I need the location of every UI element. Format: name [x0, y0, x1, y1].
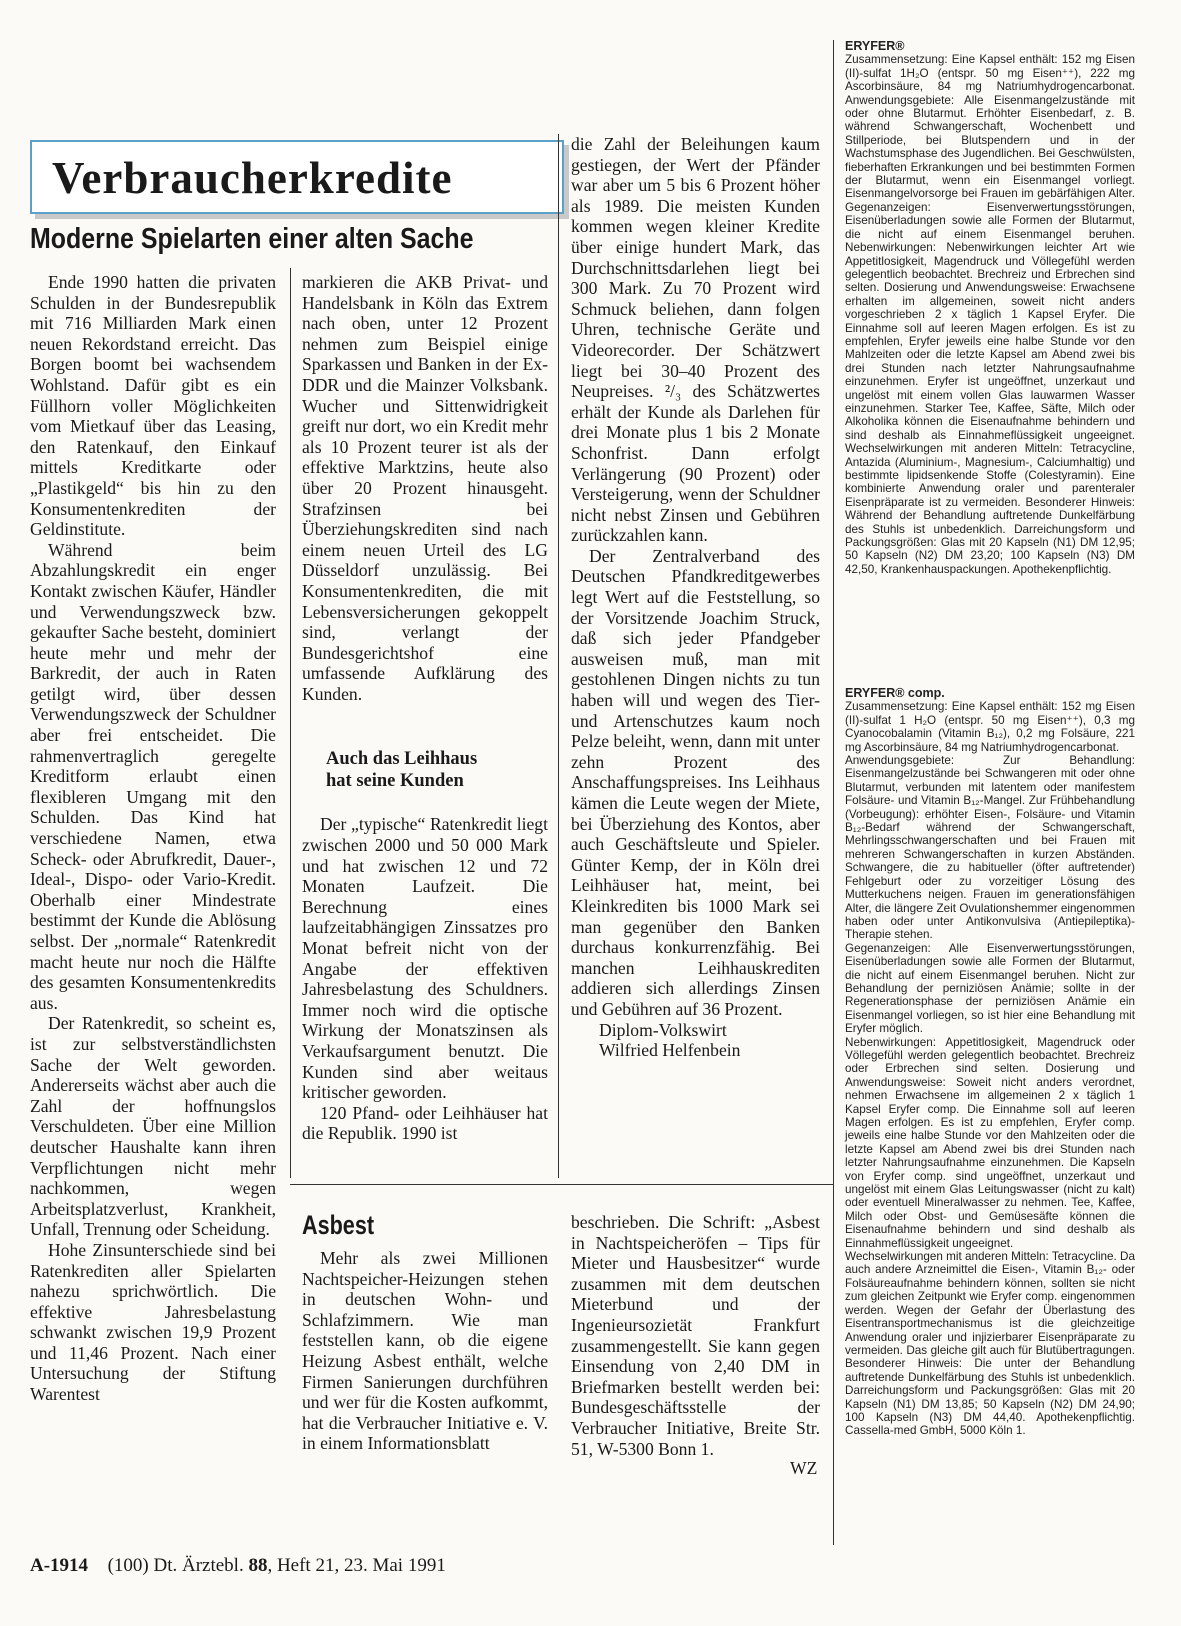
ad-title: ERYFER® [845, 39, 905, 53]
asbest-top-rule [290, 1184, 833, 1185]
ad-text: Zusammensetzung: Eine Kapsel enthält: 152 mg Eisen (II)-sulfat 1H₂O (entspr. 50 mg Eisen⁺⁺), 222 mg Ascorbinsäure, 84 mg Natriumhydrogencarbonat. Anwendungsgebiete: Alle Eisenmangelzustände mit oder ohne Blutarmut. Erhöhter Eisenbedarf, z. B. während Schwangerschaft, Wochenbett und Stillperiode, bei Blutspendern und in der Wachstumsphase des Jugendlichen. Bei Geschwülsten, fieberhaften Erkrankungen und bei bestimmten Formen der Blutarmut, wenn ein Eisenmangel vorliegt. Eisenmangelvorsorge bei Frauen im gebärfähigen Alter. Gegenanzeigen: Eisenverwertungsstörungen, Eisenüberladungen sowie alle Formen der Blutarmut, die nicht auf einem Eisenmangel beruhen. Nebenwirkungen: Nebenwirkungen leichter Art wie Appetitlosigkeit, Magendruck und Völlegefühl werden gelegentlich beobachtet. Brechreiz und Erbrechen sind selten. Dosierung und Anwendungsweise: Erwachsene erhalten im allgemeinen, soweit nicht anders vorgeschrieben 2 x täglich 1 Kapsel Eryfer. Die Einnahme soll auf leeren Magen erfolgen. Es ist zu empfehlen, Eryfer jeweils eine halbe Stunde vor den Mahlzeiten oder die letzte Kapsel am Abend zwei bis drei Stunden nach letzter Nahrungsaufnahme einzunehmen. Eryfer ist ungeöffnet, unzerkaut und ungelöst mit einem vollen Glas lauwarmen Wasser einzunehmen. Starker Tee, Kaffee, Säfte, Milch oder Alkoholika können die Eisenaufnahme behindern und sind deshalb als Einnahmeflüssigkeit ungeeignet. Wechselwirkungen mit anderen Mitteln: Tetracycline, Antazida (Aluminium-, Magnesium-, Calciumhaltig) und bestimmte lipidsenkende Stoffe (Colestyramin). Eine kombinierte Anwendung oraler und parenteraler Eisenpräparate ist zu vermeiden. Besonderer Hinweis: Während der Behandlung auftretende Dunkelfärbung des Stuhls ist unbedenklich. Darreichungsform und Packungsgrößen: Glas mit 20 Kapseln (N1) DM 12,95; 50 Kapseln (N2) DM 23,20; 100 Kapseln (N3) DM 42,50, Krankenhauspackungen. Apothekenpflichtig. [845, 53, 1135, 576]
ad-eryfer [845, 40, 1135, 576]
column-rule [833, 40, 834, 1545]
paragraph: Ende 1990 hatten die privaten Schulden in der Bundesrepublik mit 716 Milliarden Mark einen neuen Rekordstand erreicht. Das Borgen boomt bei wachsendem Wohlstand. Dafür gibt es ein Füllhorn voller Möglichkeiten vom Mietkauf über das Leasing, den Ratenkauf, den Einkauf mittels Kreditkarte oder „Plastikgeld“ bis hin zu den Konsumentenkrediten der Geldinstitute. [30, 272, 276, 540]
paragraph: Während beim Abzahlungskredit ein enger Kontakt zwischen Käufer, Händler und Verwendungszweck bzw. gekaufter Sache besteht, dominiert heute mehr und mehr der Barkredit, der auch in Raten getilgt wird, über dessen Verwendungszweck der Schuldner aber frei entscheidet. Die rahmenvertraglich geregelte Kreditform erlaubt einen flexibleren Umgang mit den Schulden. Das Kind hat verschiedene Namen, etwa Scheck- oder Abrufkredit, Dauer-, Ideal-, Dispo- oder Vario-Kredit. Oberhalb einer Mindestrate bestimmt der Kunde die Ablösung selbst. Der „normale“ Ratenkredit macht heute nur noch die Hälfte des gesamten Konsumentenkredits aus. [30, 539, 276, 1013]
paragraph: markieren die AKB Privat- und Handelsbank in Köln das Extrem nach oben, unter 12 Prozent nehmen zum Beispiel einige Sparkassen und Banken in der Ex-DDR und die Mainzer Volksbank. Wucher und Sittenwidrigkeit greift nur dort, wo ein Kredit mehr als 10 Prozent teurer ist als der effektive Marktzins, heute also über 20 Prozent hinausgeht. Strafzinsen bei Überziehungskrediten sind nach einem neuen Urteil des LG Düsseldorf unzulässig. Bei Konsumentenkrediten, die mit Lebensversicherungen gekoppelt sind, verlangt der Bundesgerichtshof eine umfassende Aufklärung des Kunden. [302, 272, 548, 704]
paragraph: Mehr als zwei Millionen Nachtspeicher-Heizungen stehen in deutschen Wohn- und Schlafzimmern. Wie man feststellen kann, ob die eigene Heizung Asbest enthält, welche Firmen Sanierungen durchführen und wer für die Kosten aufkommt, hat die Verbraucher Initiative e. V. in einem Informationsblatt [302, 1248, 548, 1454]
author: Diplom-Volkswirt Wilfried Helfenbein [599, 1019, 741, 1061]
paragraph: Der Zentralverband des Deutschen Pfandkreditgewerbes legt Wert auf die Feststellung, so der Vorsitzende Joachim Struck, daß sich jeder Pfandgeber ausweisen muß, man mit gestohlenen Dingen nichts zu tun haben will und wegen des Tier- und Artenschutzes kaum noch Pelze beleiht, wenn, dann mit unter zehn Prozent des Anschaffungspreises. Ins Leihhaus kämen die Leute wegen der Miete, bei Überziehung des Kontos, aber auch Geschäftsleute und Spieler. Günter Kemp, der in Köln drei Leihhäuser hat, meint, bei Kleinkrediten bis 1000 Mark sei man gegenüber den Banken durchaus konkurrenzfähig. Bei manchen Leihhauskrediten addieren sich allerdings Zinsen und Gebühren auf 36 Prozent. [571, 545, 820, 1019]
asbest-column-left [302, 1248, 548, 1454]
paragraph: Hohe Zinsunterschiede sind bei Ratenkrediten aller Spielarten nahezu sprichwörtlich. Die effektive Jahresbelastung schwankt zwischen 19,9 Prozent und 11,46 Prozent. Nach einer Untersuchung der Stiftung Warentest [30, 1239, 276, 1405]
ad-title: ERYFER® comp. [845, 686, 945, 700]
ad-text: Nebenwirkungen: Appetitlosigkeit, Magendruck oder Völlegefühl werden gelegentlich beobachtet. Brechreiz oder Erbrechen sind selten. Dosierung und Anwendungsweise: Soweit nicht anders verordnet, nehmen Erwachsene im allgemeinen 2 x täglich 1 Kapsel Eryfer comp. Die Einnahme soll auf leeren Magen erfolgen. Es ist zu empfehlen, Eryfer comp. jeweils eine halbe Stunde vor den Mahlzeiten oder die letzte Kapsel am Abend zwei bis drei Stunden nach letzter Nahrungsaufnahme einzunehmen. Die Kapseln von Eryfer comp. sind ungeöffnet, unzerkaut und ungelöst mit einem Glas Leitungswasser (nicht zu kalt) oder eventuell Mineralwasser zu nehmen. Tee, Kaffee, Milch oder Obst- und Gemüsesäfte können die Eisenaufnahme behindern und sind deshalb als Einnahmeflüssigkeit ungeeignet. [845, 1035, 1135, 1250]
paragraph: beschrieben. Die Schrift: „Asbest in Nachtspeicheröfen – Tips für Mieter und Hausbesitzer“ wurde zusammen mit dem deutschen Mieterbund und der Ingenieursozietät Frankfurt zusammengestellt. Sie kann gegen Einsendung von 2,40 DM in Briefmarken bestellt werden bei: Bundesgeschäftsstelle der Verbraucher Initiative, Breite Str. 51, W-5300 Bonn 1. [571, 1212, 820, 1459]
issue-date: , Heft 21, 23. Mai 1991 [267, 1555, 446, 1576]
asbest-signature: WZ [790, 1458, 818, 1478]
article-title: Verbraucherkredite [52, 153, 453, 203]
paragraph: 120 Pfand- oder Leihhäuser hat die Republik. 1990 ist [302, 1102, 548, 1144]
page-number: A-1914 [30, 1555, 89, 1576]
paragraph: Der Ratenkredit, so scheint es, ist zur selbstverständlichsten Sache der Welt geworden. Andererseits wächst aber auch die Zahl der hoffnungslos Verschuldeten. Über eine Million deutscher Haushalte kann ihren Verpflichtungen nicht mehr nachkommen, wegen Arbeitsplatzverlust, Krankheit, Unfall, Trennung oder Scheidung. [30, 1013, 276, 1240]
article-subtitle: Moderne Spielarten einer alten Sache [30, 223, 474, 255]
ad-text: Gegenanzeigen: Alle Eisenverwertungsstörungen, Eisenüberladungen sowie alle Formen der Blutarmut, die nicht auf einem Eisenmangel beruhen. Nicht zur Behandlung der perniziösen Anämie; sollte in der Regenerationsphase der perniziösen Anämie ein Eisenmangel vorliegen, so ist hier eine Behandlung mit Eryfer möglich. [845, 941, 1135, 1036]
article-column-2 [302, 272, 548, 1144]
asbest-heading: Asbest [302, 1210, 375, 1240]
ad-text: Anwendungsgebiete: Zur Behandlung: Eisenmangelzustände bei Schwangeren mit oder ohne Blutarmut, verbunden mit latentem oder manifestem Folsäure- und Vitamin B₁₂-Mangel. Zur Frühbehandlung (Vorbeugung): erhöhter Eisen-, Folsäure- und Vitamin B₁₂-Bedarf während der Schwangerschaft, Mehrlingsschwangerschaften und bei Frauen mit mehreren Schwangerschaften in kurzen Abständen. Schwangere, die zu habitueller (öfter auftretender) Fehlgeburt oder zu vorzeitiger Lösung des Mutterkuchens neigen. Frauen im generationsfähigen Alter, die längere Zeit Ovulationshemmer eingenommen haben oder unter Antikonvulsiva (Antiepileptika)-Therapie stehen. [845, 754, 1135, 942]
article-column-1 [30, 272, 276, 1405]
ad-text: Wechselwirkungen mit anderen Mitteln: Tetracycline. Da auch andere Arzneimittel die Eisen-, Vitamin B₁₂- oder Folsäureaufnahme behindern können, sollten sie nicht zum gleichen Zeitpunkt wie Eryfer comp. eingenommen werden. Wegen der Gefahr der Überlastung des Eisentransportmechanismus ist die gleichzeitige Anwendung oraler und injizierbarer Eisenpräparate zu vermeiden. Das gleiche gilt auch für Blutübertragungen. Besonderer Hinweis: Die unter der Behandlung auftretende Dunkelfärbung des Stuhls ist unbedenklich. Darreichungsform und Packungsgrößen: Glas mit 20 Kapseln (N1) DM 13,85; 50 Kapseln (N2) DM 24,90; 100 Kapseln (N3) DM 44,40. Apothekenpflichtig. Cassella-med GmbH, 5000 Köln 1. [845, 1250, 1135, 1438]
volume: 88 [248, 1555, 268, 1576]
column-rule [558, 134, 559, 1178]
article-column-3 [571, 134, 820, 1061]
journal-name: (100) Dt. Ärztebl. [107, 1555, 244, 1576]
ad-text: Zusammensetzung: Eine Kapsel enthält: 152 mg Eisen (II)-sulfat 1 H₂O (entspr. 50 mg Eisen⁺⁺), 0,3 mg Cyanocobalamin (Vitamin B₁₂), 0,2 mg Folsäure, 221 mg Ascorbinsäure, 84 mg Natriumhydrogencarbonat. [845, 700, 1135, 754]
paragraph: Der „typische“ Ratenkredit liegt zwischen 2000 und 50 000 Mark und hat zwischen 12 und 72 Monaten Laufzeit. Die Berechnung eines laufzeitabhängigen Zinssatzes pro Monat befreit nicht von der Angabe der effektiven Jahresbelastung des Schuldners. Immer noch wird die optische Wirkung der Monatszinsen als Verkaufsargument benutzt. Die Kunden sind aber weitaus kritischer geworden. [302, 814, 548, 1103]
paragraph: die Zahl der Beleihungen kaum gestiegen, der Wert der Pfänder war aber um 5 bis 6 Prozent höher als 1989. Die meisten Kunden kommen wegen kleiner Kredite über einige hundert Mark, das Durchschnittsdarlehen liegt bei 300 Mark. Zu 70 Prozent wird Schmuck beliehen, dann folgen Uhren, technische Geräte und Videorecorder. Der Schätzwert liegt bei 30–40 Prozent des Neupreises. ²/₃ des Schätzwertes erhält der Kunde als Darlehen für drei Monate plus 1 bis 2 Monate Schonfrist. Dann erfolgt Verlängerung (90 Prozent) oder Versteigerung, wenn der Schuldner nicht nebst Zinsen und Gebühren zurückzahlen kann. [571, 134, 820, 546]
page-footer [30, 1555, 446, 1577]
asbest-column-right [571, 1212, 820, 1459]
section-heading: Auch das Leihhaus hat seine Kunden [326, 749, 478, 792]
ad-eryfer-comp [845, 687, 1135, 1438]
column-rule [290, 268, 291, 1178]
